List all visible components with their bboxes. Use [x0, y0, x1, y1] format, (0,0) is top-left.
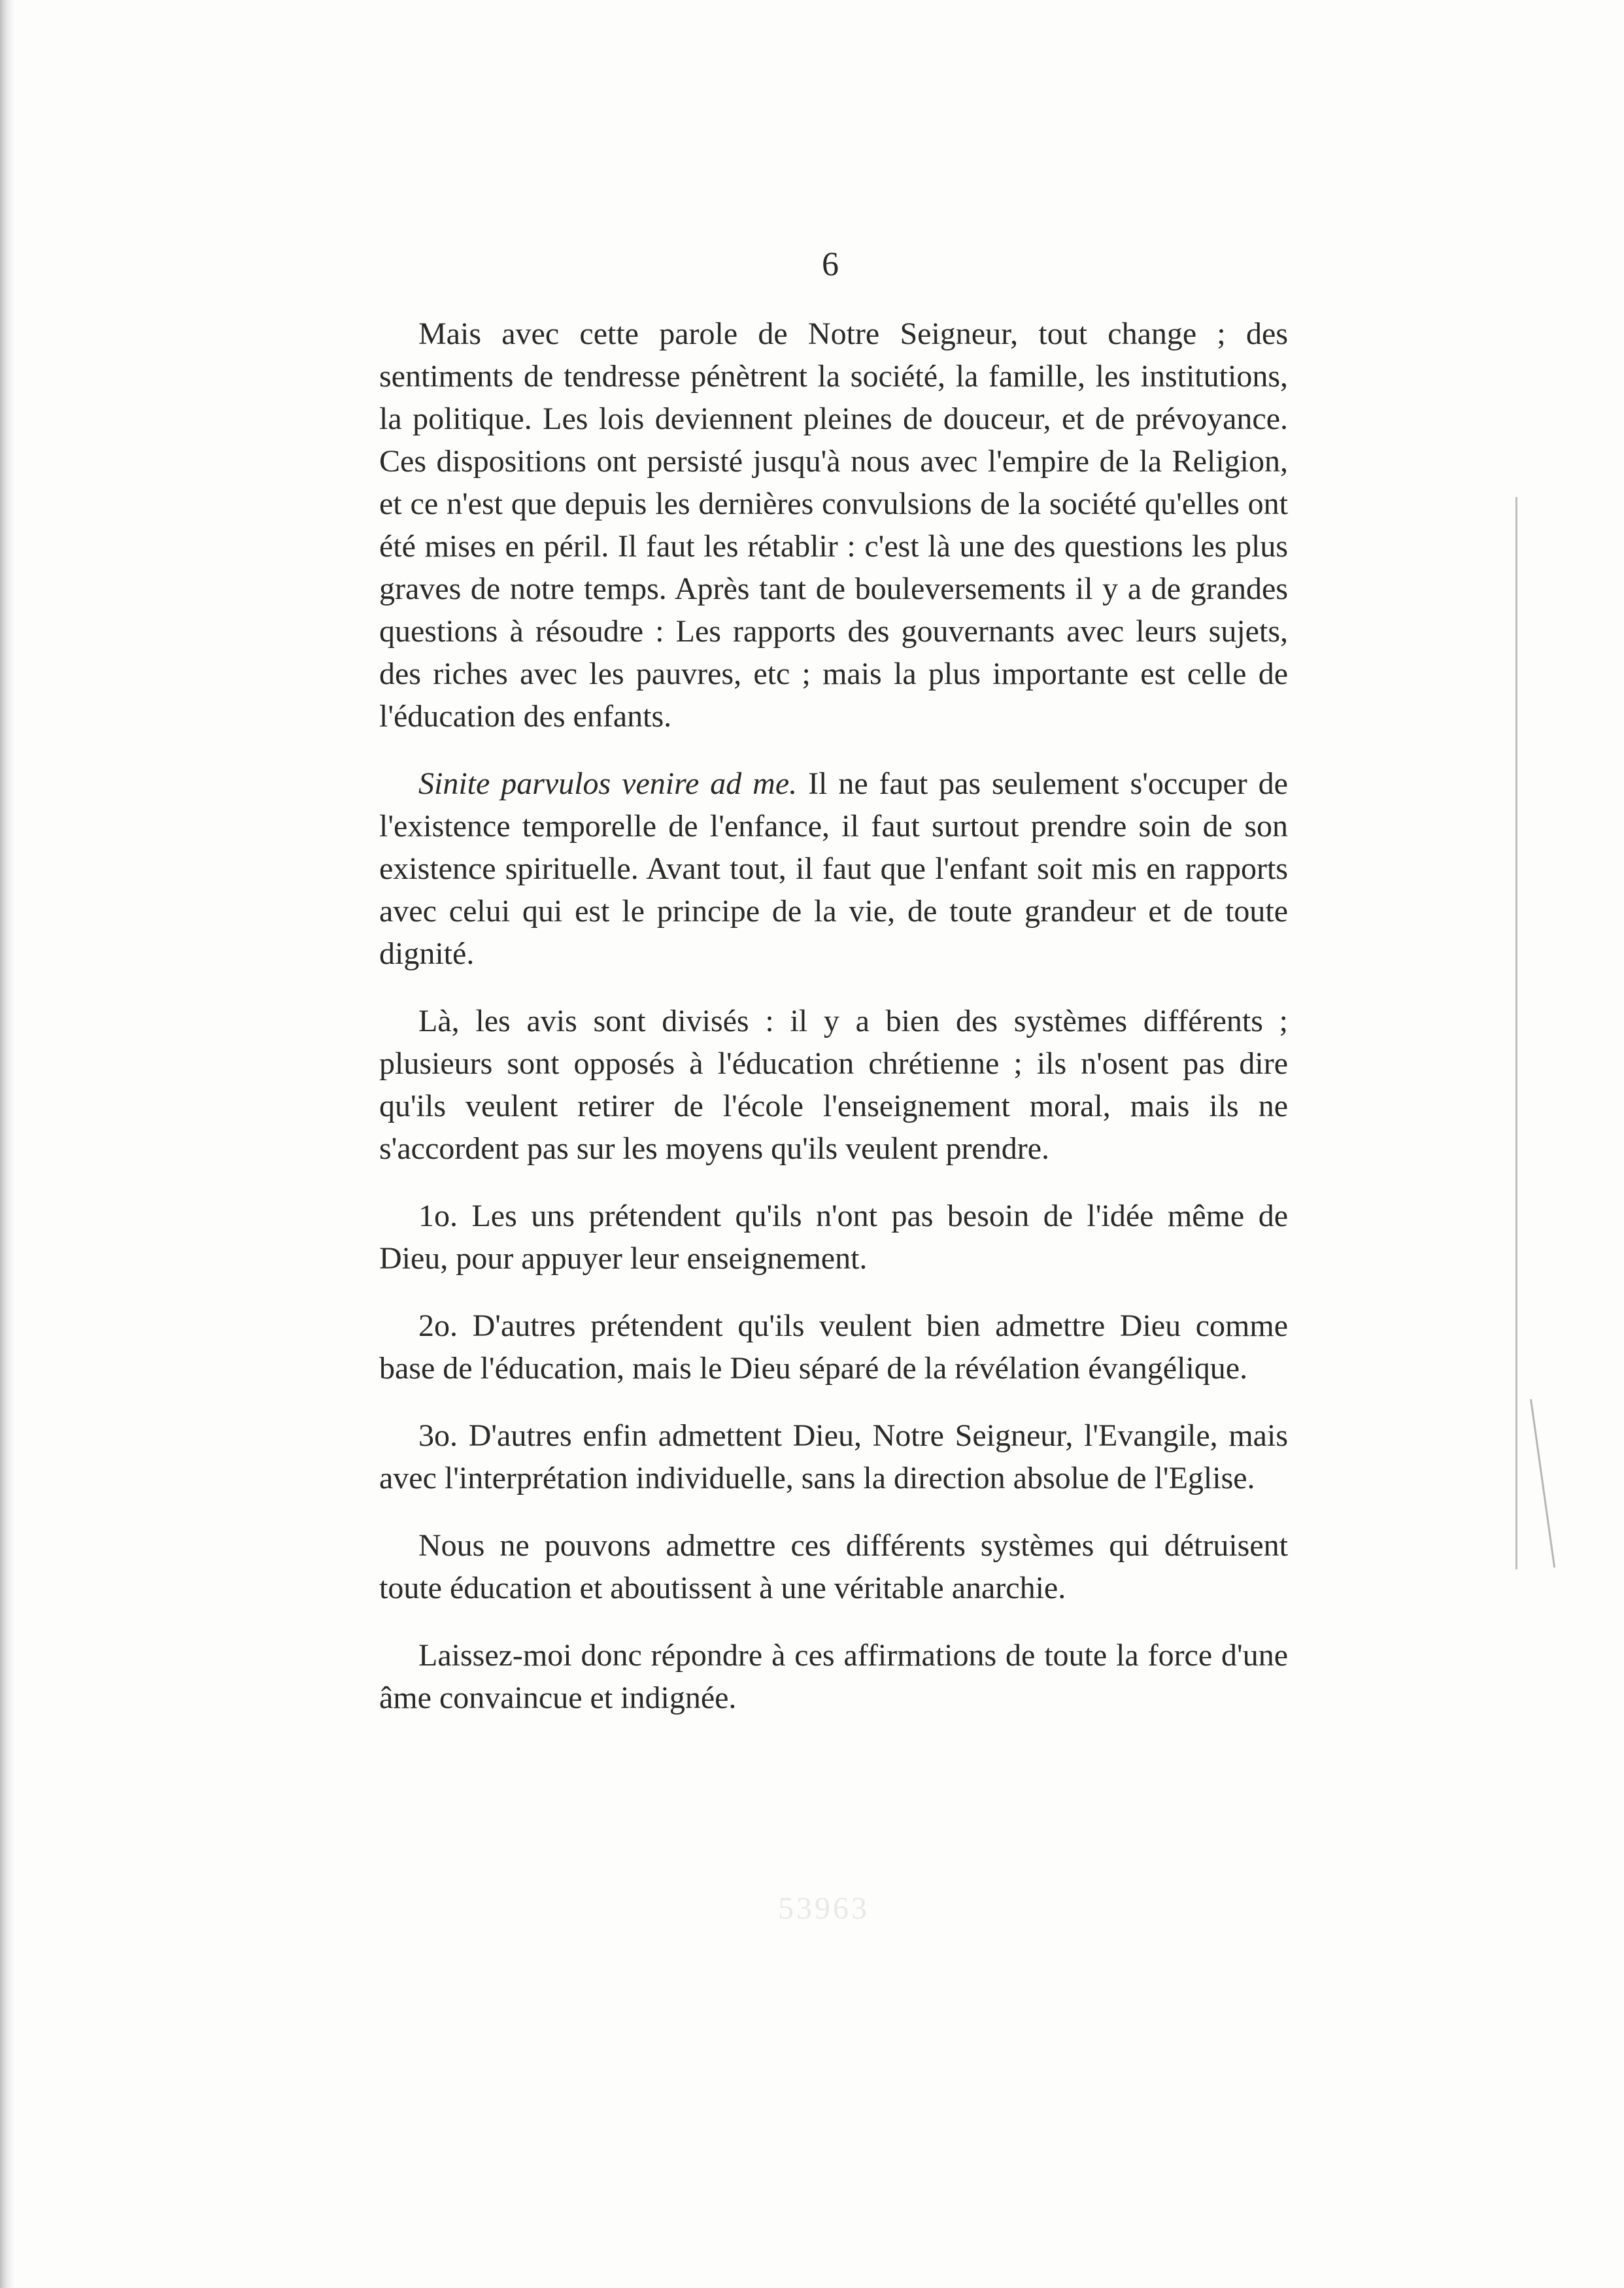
paragraph-4: 1o. Les uns prétendent qu'ils n'ont pas besoin de l'idée même de Dieu, pour appuyer leur enseignement. — [379, 1199, 1288, 1276]
page-number: 6 — [822, 246, 839, 283]
faded-stamp: 53963 — [778, 1891, 870, 1926]
paragraph-2-text: Il ne faut pas seulement s'occuper de l'existence temporelle de l'enfance, il faut surtout prendre soin de son existence spirituelle. Avant tout, il faut que l'enfant soit mis en rapports avec celui qui est le principe de la vie, de toute grandeur et de toute dignité. — [379, 766, 1288, 971]
paragraph-6: 3o. D'autres enfin admettent Dieu, Notre Seigneur, l'Evangile, mais avec l'interprétation individuelle, sans la direction absolue de l'Eglise. — [379, 1418, 1288, 1495]
paragraph-5: 2o. D'autres prétendent qu'ils veulent bien admettre Dieu comme base de l'éducation, mais le Dieu séparé de la révélation évangélique. — [379, 1308, 1288, 1386]
binding-thread — [1515, 497, 1517, 1569]
binding-thread-loose — [1530, 1399, 1555, 1568]
paragraph-3: Là, les avis sont divisés : il y a bien des systèmes différents ; plusieurs sont opposés à l'éducation chrétienne ; ils n'osent pas dire qu'ils veulent retirer de l'école l'enseignement moral, mais ils ne s'accordent pas sur les moyens qu'ils veulent prendre. — [379, 1004, 1288, 1166]
latin-quote: Sinite parvulos venire ad me. — [418, 766, 798, 801]
paragraph-1: Mais avec cette parole de Notre Seigneur, tout change ; des sentiments de tendresse pénètrent la société, la famille, les institutions, la politique. Les lois deviennent pleines de douceur, et de prévoyance. Ces dispositions ont persisté jusqu'à nous avec l'empire de la Religion, et ce n'est que depuis les dernières convulsions de la société qu'elles ont été mises en péril. Il faut les rétablir : c'est là une des questions les plus graves de notre temps. Après tant de bouleversements il y a de grandes questions à résoudre : Les rapports des gouvernants avec leurs sujets, des riches avec les pauvres, etc ; mais la plus importante est celle de l'éducation des enfants. — [379, 316, 1288, 734]
paragraph-8: Laissez-moi donc répondre à ces affirmations de toute la force d'une âme convaincue et indignée. — [379, 1638, 1288, 1715]
body-text — [379, 313, 1288, 1744]
paragraph-2 — [379, 762, 1288, 975]
page-binding-edge — [0, 0, 14, 2288]
paragraph-7: Nous ne pouvons admettre ces différents systèmes qui détruisent toute éducation et aboutissent à une véritable anarchie. — [379, 1528, 1288, 1605]
